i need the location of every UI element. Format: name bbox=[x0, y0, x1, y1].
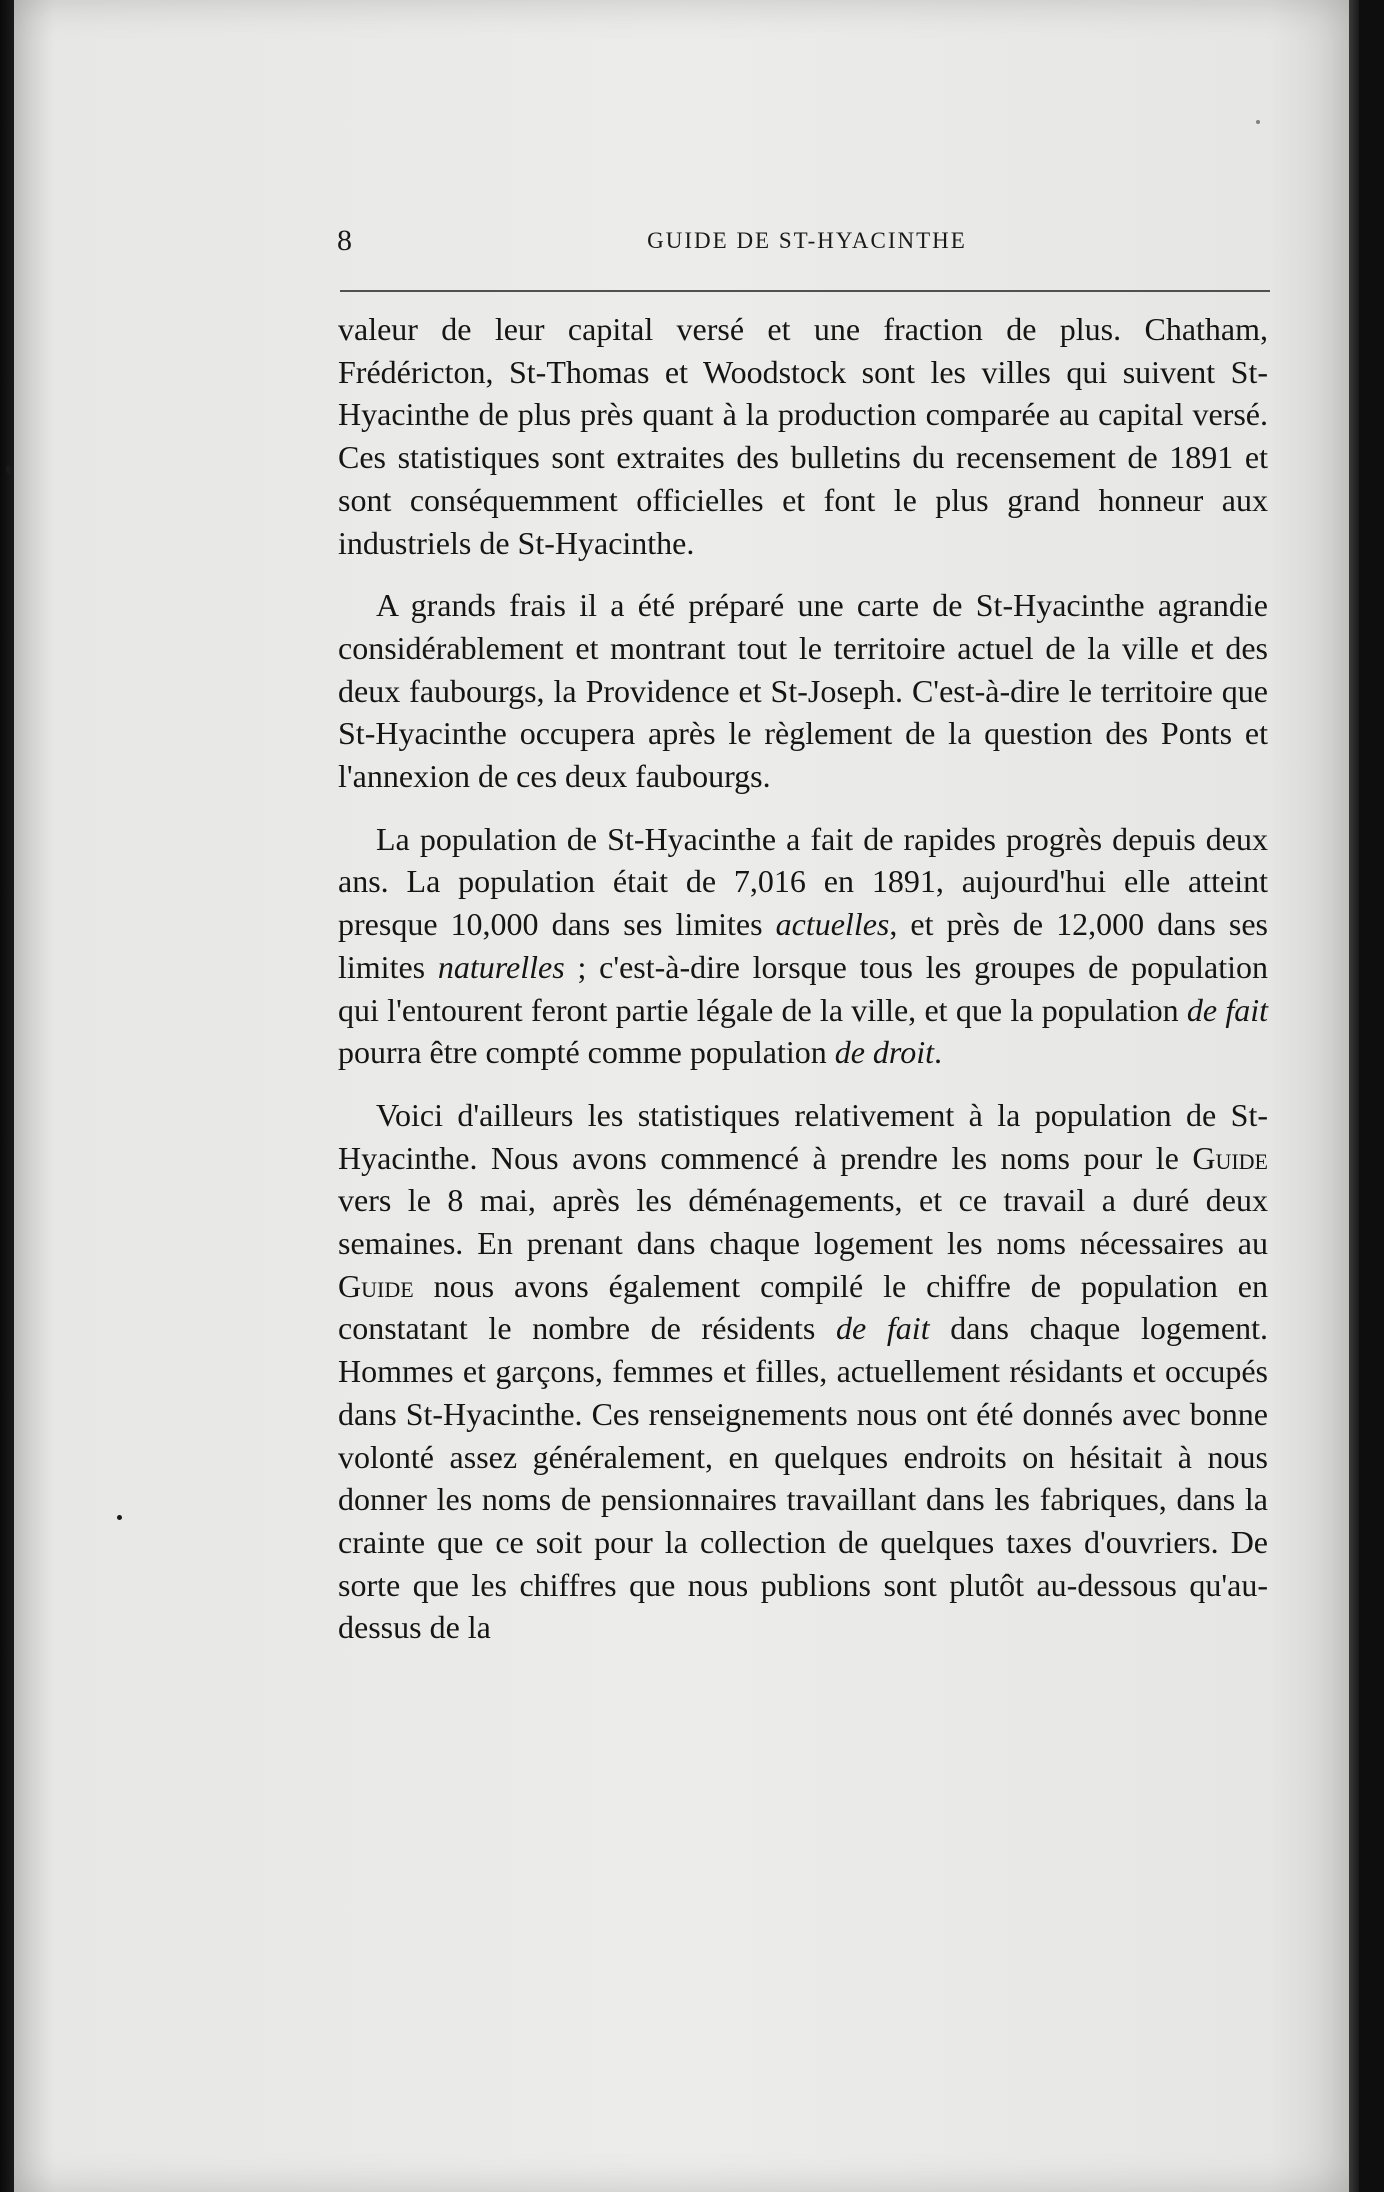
italic-text: actuelles bbox=[775, 906, 890, 943]
italic-text: naturelles bbox=[437, 948, 565, 985]
paragraph-text: . bbox=[933, 1034, 942, 1071]
header-rule bbox=[340, 290, 1270, 292]
paragraph-4 bbox=[338, 1094, 1268, 1649]
paragraph-2 bbox=[338, 584, 1268, 798]
paragraph-text: dans chaque logement. Hommes et garçons, femmes et filles, actuellement résidants et occupés dans St-Hyacinthe. Ces renseignements nous ont été donnés avec bonne volonté assez généralement, en quelques endroits on hésitait à nous donner les noms de pensionnaires travaillant dans les fabriques, dans la crainte que ce soit pour la collection de quelques taxes d'ouvriers. De sorte que les chiffres que nous publions sont plutôt au-dessous qu'au-dessus de la bbox=[338, 1310, 1269, 1646]
paragraph-text: ; c'est-à-dire lorsque tous les groupes de population qui l'entourent feront partie légale de la ville, et que la population bbox=[338, 948, 1269, 1028]
body-text bbox=[338, 308, 1268, 1669]
dust-speck bbox=[6, 465, 12, 474]
paragraph-text: Voici d'ailleurs les statistiques relativement à la population de St-Hyacinthe. Nous avons commencé à prendre les noms pour le bbox=[338, 1096, 1268, 1176]
paragraph-text: valeur de leur capital versé et une fraction de plus. Chatham, Frédéricton, St-Thomas et Woodstock sont les villes qui suivent St-Hyacinthe de plus près quant à la production comparée au capital versé. Ces statistiques sont extraites des bulletins du recensement de 1891 et sont conséquemment officielles et font le plus grand honneur aux industriels de St-Hyacinthe. bbox=[338, 311, 1268, 561]
paragraph-text: vers le 8 mai, après les déménagements, et ce travail a duré deux semaines. En prenant dans chaque logement les noms nécessaires au bbox=[338, 1182, 1268, 1262]
dust-speck bbox=[1256, 120, 1260, 124]
page-edge-shadow bbox=[1349, 0, 1359, 2192]
paragraph-1 bbox=[338, 308, 1268, 564]
page-number: 8 bbox=[337, 224, 352, 257]
paragraph-text: A grands frais il a été préparé une carte de St-Hyacinthe agrandie considérablement et montrant tout le territoire actuel de la ville et des deux faubourgs, la Providence et St-Joseph. C'est-à-dire le territoire que St-Hyacinthe occupera après le règlement de la question des Ponts et l'annexion de ces deux faubourgs. bbox=[338, 587, 1268, 795]
paragraph-text: pourra être compté comme population bbox=[338, 1034, 835, 1071]
book-gutter-shadow bbox=[0, 0, 14, 2192]
small-caps-text: Guide bbox=[338, 1267, 414, 1304]
italic-text: de droit bbox=[834, 1034, 934, 1071]
italic-text: de fait bbox=[1186, 991, 1268, 1028]
running-head bbox=[337, 224, 1277, 264]
paragraph-text: La population de St-Hyacinthe a fait de rapides progrès depuis deux ans. La population était de 7,016 en 1891, aujourd'hui elle atteint presque 10,000 dans ses limites bbox=[338, 820, 1268, 943]
dust-speck bbox=[117, 1515, 122, 1520]
running-title: GUIDE DE ST-HYACINTHE bbox=[647, 228, 967, 253]
small-caps-text: Guide bbox=[1192, 1139, 1268, 1176]
paragraph-text: nous avons également compilé le chiffre de population en constatant le nombre de résidents bbox=[338, 1267, 1268, 1347]
paragraph-3 bbox=[338, 818, 1268, 1074]
italic-text: de fait bbox=[836, 1310, 930, 1347]
paragraph-text: , et près de 12,000 dans ses limites bbox=[338, 906, 1269, 985]
